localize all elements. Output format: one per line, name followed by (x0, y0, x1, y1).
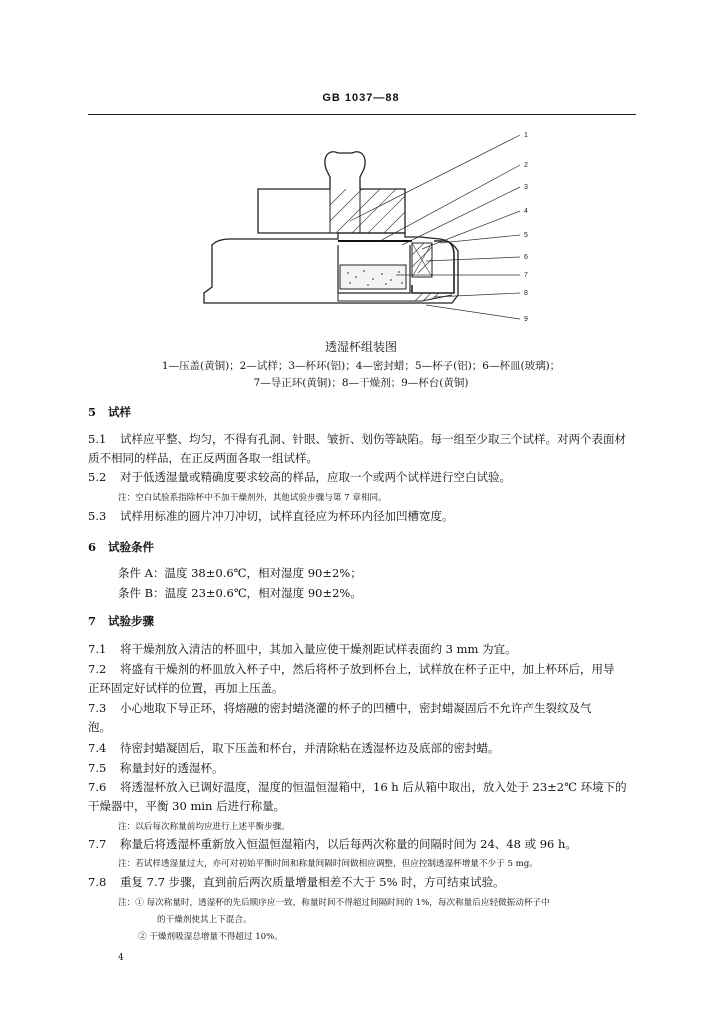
pressure-lid (258, 152, 405, 233)
callout-2: 2 (524, 162, 528, 169)
clause-number: 5.3 (88, 509, 107, 523)
clause-text: 试样用标准的圆片冲刀冲切，试样直径应为杯环内径加凹槽宽度。 (120, 509, 454, 523)
section-6-heading (88, 539, 154, 555)
desiccant (340, 265, 406, 289)
callout-6: 6 (524, 254, 528, 261)
figure-caption-line-1: 1—压盖(黄铜)；2—试样；3—杯环(铝)；4—密封蜡；5—杯子(铝)；6—杯皿(玻璃)； (161, 360, 561, 372)
clause-number: 5.2 (88, 470, 107, 484)
clause-number: 7.4 (88, 741, 107, 755)
clause-number: 7.5 (88, 761, 107, 775)
clause-number: 7.8 (88, 875, 107, 889)
clause-7-7-note: 注：若试样透湿量过大，亦可对初始平衡时间和称量间隔时间做相应调整，但应控制透湿杯增量不少于 5 mg。 (118, 859, 538, 869)
clause-text: 将盛有干燥剂的杯皿放入杯子中，然后将杯子放到杯台上，试样放在杯子正中，加上杯环后，用导 (120, 662, 615, 676)
clause-7-3-line-1 (88, 700, 592, 716)
page-number: 4 (118, 953, 124, 963)
callout-labels (524, 132, 528, 323)
clause-text: 待密封蜡凝固后，取下压盖和杯台，并清除粘在透湿杯边及底部的密封蜡。 (120, 741, 500, 755)
clause-7-8-note-2 (138, 930, 283, 942)
clause-7-4 (88, 740, 500, 756)
clause-text: 将干燥剂放入清洁的杯皿中，其加入量应使干燥剂距试样表面约 3 mm 为宜。 (120, 642, 517, 656)
lid-hatching (330, 189, 405, 233)
condition-a: 条件 A：温度 38±0.6℃，相对湿度 90±2%； (118, 566, 362, 580)
callout-1: 1 (524, 132, 528, 139)
clause-text: 称量封好的透湿杯。 (120, 761, 224, 775)
clause-number: 7.3 (88, 701, 107, 715)
clause-text: 试样应平整、均匀，不得有孔洞、针眼、皱折、划伤等缺陷。每一组至少取三个试样。对两个表面材 (120, 432, 626, 446)
clause-number: 7.1 (88, 642, 107, 656)
figure-caption-line-2: 7—导正环(黄铜)；8—干燥剂；9—杯台(黄铜) (253, 377, 469, 389)
clause-text: 小心地取下导正环，将熔融的密封蜡浇灌的杯子的凹槽中，密封蜡凝固后不允许产生裂纹及气 (120, 701, 592, 715)
callout-4: 4 (524, 208, 528, 215)
leader-lines (350, 135, 520, 319)
note-label: 注：① (118, 898, 144, 908)
note-text: 干燥剂吸湿总增量不得超过 10%。 (149, 932, 283, 942)
clause-number: 7.2 (88, 662, 107, 676)
clause-text: 称量后将透湿杯重新放入恒温恒湿箱内，以后每两次称量的间隔时间为 24、48 或 96 h。 (120, 837, 577, 851)
page-header: GB 1037—88 (322, 92, 400, 104)
callout-9: 9 (524, 316, 528, 323)
clause-text: 重复 7.7 步骤，直到前后两次质量增量相差不大于 5% 时，方可结束试验。 (120, 875, 505, 889)
clause-5-1-line-2: 质不相同的样品，在正反两面各取一组试样。 (88, 451, 318, 465)
note-label: ② (138, 932, 147, 942)
callout-8: 8 (524, 290, 528, 297)
clause-number: 7.7 (88, 837, 107, 851)
callout-7: 7 (524, 272, 528, 279)
clause-7-6-line-1 (88, 779, 627, 795)
section-number: 5 (88, 405, 97, 419)
clause-text: 将透湿杯放入已调好温度，湿度的恒温恒湿箱中，16 h 后从箱中取出，放入处于 23±2℃ 环境下的 (120, 780, 627, 794)
clause-7-6-line-2: 干燥器中，平衡 30 min 后进行称量。 (88, 799, 286, 813)
clause-7-2-line-2: 正环固定好试样的位置，再加上压盖。 (88, 681, 284, 695)
clause-number: 7.6 (88, 780, 107, 794)
clause-5-3 (88, 508, 454, 524)
section-5-heading (88, 404, 131, 420)
clause-7-6-note: 注：以后每次称量前均应进行上述平衡步骤。 (118, 822, 290, 832)
callout-3: 3 (524, 184, 528, 191)
clause-5-2-note: 注：空白试验系指除杯中不加干燥剂外，其他试验步骤与第 7 章相同。 (118, 493, 387, 503)
clause-7-8-note-1-line-1 (118, 896, 550, 908)
section-title: 试样 (108, 405, 132, 419)
header-rule (88, 114, 636, 115)
clause-7-8 (88, 874, 505, 890)
figure-title: 透湿杯组装图 (324, 340, 397, 354)
section-number: 6 (88, 540, 97, 554)
clause-7-7 (88, 836, 577, 852)
clause-number: 5.1 (88, 432, 107, 446)
clause-7-1 (88, 641, 517, 657)
section-title: 试验条件 (108, 540, 155, 554)
note-text: 每次称量时，透湿杯的先后顺序应一致，称量时间不得超过间隔时间的 1%，每次称量后应轻微振动杯子中 (146, 898, 550, 908)
clause-7-2-line-1 (88, 661, 615, 677)
clause-7-3-line-2: 泡。 (88, 720, 111, 734)
section-7-heading (88, 613, 154, 629)
clause-7-8-note-1-line-2: 的干燥剂使其上下混合。 (157, 915, 252, 925)
callout-5: 5 (524, 232, 528, 239)
clause-5-2 (88, 469, 511, 485)
section-number: 7 (88, 614, 97, 628)
clause-5-1-line-1 (88, 431, 626, 447)
permeability-cup-assembly-figure (190, 125, 550, 335)
condition-b: 条件 B：温度 23±0.6℃，相对湿度 90±2%。 (118, 586, 362, 600)
section-title: 试验步骤 (108, 614, 155, 628)
clause-7-5 (88, 760, 224, 776)
clause-text: 对于低透湿量或精确度要求较高的样品，应取一个或两个试样进行空白试验。 (120, 470, 511, 484)
